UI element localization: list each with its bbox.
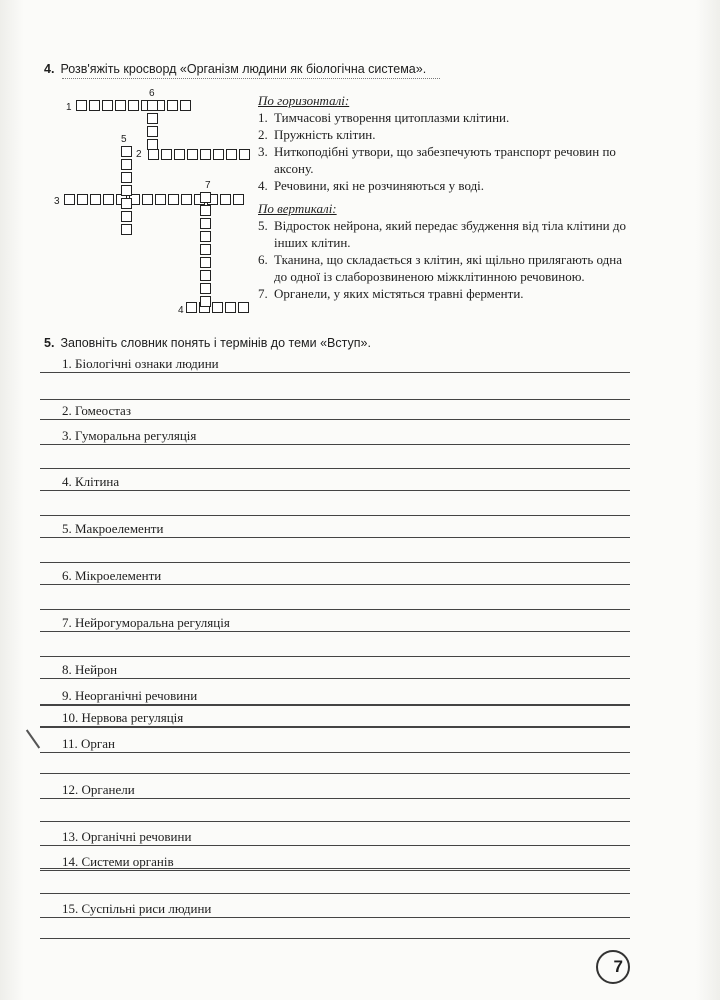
crossword-cell[interactable] [115, 100, 126, 111]
crossword-cell[interactable] [187, 149, 198, 160]
crossword-cell[interactable] [200, 283, 211, 294]
glossary-entry[interactable] [40, 829, 630, 847]
crossword-cell[interactable] [121, 198, 132, 209]
answer-line[interactable] [40, 537, 630, 538]
answer-line[interactable] [40, 868, 630, 869]
crossword-cell[interactable] [121, 211, 132, 222]
task-4-title [44, 62, 426, 76]
answer-line[interactable] [40, 917, 630, 918]
glossary-term: 6. Мікроелементи [62, 568, 162, 583]
glossary-term: 4. Клітина [62, 474, 120, 489]
glossary-entry[interactable] [40, 901, 630, 919]
crossword-cell[interactable] [147, 100, 158, 111]
answer-line[interactable] [40, 468, 630, 469]
glossary-term: 7. Нейрогуморальна регуляція [62, 615, 230, 630]
crossword-cell[interactable] [174, 149, 185, 160]
answer-line[interactable] [40, 893, 630, 894]
glossary-term: 1. Біологічні ознаки людини [62, 356, 219, 371]
crossword-cell[interactable] [155, 194, 166, 205]
horizontal-clue-1: 1. Тимчасові утворення цитоплазми клітини. [258, 110, 510, 125]
crossword-cell[interactable] [239, 149, 250, 160]
crossword-cell[interactable] [102, 100, 113, 111]
crossword-cell[interactable] [220, 194, 231, 205]
vertical-heading: По вертикалі: [258, 201, 337, 216]
crossword-cell[interactable] [181, 194, 192, 205]
task-5-number: 5. [44, 336, 55, 350]
crossword-cell[interactable] [103, 194, 114, 205]
glossary-entry[interactable] [40, 854, 630, 872]
crossword-cell[interactable] [121, 224, 132, 235]
task-4-text: Розв'яжіть кросворд «Організм людини як біологічна система». [60, 62, 427, 76]
answer-line[interactable] [40, 584, 630, 585]
horizontal-clue-3: 3. Ниткоподібні утвори, що забезпечують транспорт речовин по аксону. [258, 144, 616, 176]
crossword-number-3: 3 [54, 196, 60, 207]
crossword-cell[interactable] [128, 100, 139, 111]
crossword-cell[interactable] [200, 270, 211, 281]
crossword-cell[interactable] [200, 149, 211, 160]
crossword-cell[interactable] [168, 194, 179, 205]
page-number: 7 [596, 950, 630, 984]
crossword-cell[interactable] [226, 149, 237, 160]
answer-line[interactable] [40, 773, 630, 774]
glossary-term: 9. Неорганічні речовини [62, 688, 198, 703]
crossword-cell[interactable] [212, 302, 223, 313]
vertical-clue-5: 5. Відросток нейрона, який передає збудження від тіла клітини до інших клітин. [258, 218, 626, 250]
crossword-cell[interactable] [147, 113, 158, 124]
glossary-entry[interactable] [40, 662, 630, 680]
horizontal-heading: По горизонталі: [258, 93, 350, 108]
crossword-cell[interactable] [200, 244, 211, 255]
crossword-cell[interactable] [200, 205, 211, 216]
glossary-term: 5. Макроелементи [62, 521, 164, 536]
crossword-number-1: 1 [66, 102, 72, 113]
answer-line[interactable] [40, 845, 630, 846]
crossword-cell[interactable] [147, 139, 158, 150]
crossword-cell[interactable] [238, 302, 249, 313]
answer-line[interactable] [40, 515, 630, 516]
answer-line[interactable] [40, 609, 630, 610]
crossword-cell[interactable] [121, 146, 132, 157]
answer-line[interactable] [40, 705, 630, 706]
answer-line[interactable] [40, 419, 630, 420]
answer-line[interactable] [40, 372, 630, 373]
crossword-cell[interactable] [225, 302, 236, 313]
crossword-cell[interactable] [147, 126, 158, 137]
crossword-number-5: 5 [121, 134, 127, 145]
crossword-cell[interactable] [121, 185, 132, 196]
crossword-clues [258, 92, 630, 302]
crossword-cell[interactable] [161, 149, 172, 160]
crossword-cell[interactable] [121, 159, 132, 170]
glossary-term: 15. Суспільні риси людини [62, 901, 212, 916]
answer-line[interactable] [40, 490, 630, 491]
crossword-number-2: 2 [136, 149, 142, 160]
task-4-number: 4. [44, 62, 55, 76]
answer-line[interactable] [40, 798, 630, 799]
glossary-term: 3. Гуморальна регуляція [62, 428, 197, 443]
task-5-text: Заповніть словник понять і термінів до теми «Вступ». [60, 336, 371, 350]
glossary-entry[interactable] [40, 356, 630, 374]
title-underline [62, 78, 440, 79]
answer-line[interactable] [40, 444, 630, 445]
crossword-cell[interactable] [64, 194, 75, 205]
crossword-cell[interactable] [180, 100, 191, 111]
vertical-clue-7: 7. Органели, у яких містяться травні ферменти. [258, 286, 524, 301]
glossary-term: 14. Системи органів [62, 854, 174, 869]
answer-line[interactable] [40, 727, 630, 728]
glossary-entry[interactable] [40, 428, 630, 446]
crossword-cell[interactable] [186, 302, 197, 313]
glossary-entry[interactable] [40, 688, 630, 706]
crossword-cell[interactable] [90, 194, 101, 205]
task-5-title [44, 336, 371, 350]
crossword-cell[interactable] [200, 218, 211, 229]
answer-line[interactable] [40, 752, 630, 753]
crossword-cell[interactable] [76, 100, 87, 111]
glossary-entry[interactable] [40, 474, 630, 492]
glossary-term: 12. Органели [62, 782, 135, 797]
glossary-term: 2. Гомеостаз [62, 403, 131, 418]
crossword-number-6: 6 [149, 88, 155, 99]
crossword-number-4: 4 [178, 305, 184, 316]
answer-line[interactable] [40, 399, 630, 400]
answer-line[interactable] [40, 562, 630, 563]
answer-line[interactable] [40, 631, 630, 632]
glossary-entry[interactable] [40, 782, 630, 800]
glossary-term: 11. Орган [62, 736, 115, 751]
crossword-cell[interactable] [89, 100, 100, 111]
crossword-cell[interactable] [200, 296, 211, 307]
glossary-term: 10. Нервова регуляція [62, 710, 184, 725]
glossary-term: 8. Нейрон [62, 662, 118, 677]
crossword-cell[interactable] [121, 172, 132, 183]
crossword-cell[interactable] [142, 194, 153, 205]
crossword-cell[interactable] [233, 194, 244, 205]
crossword-cell[interactable] [213, 149, 224, 160]
glossary-entry[interactable] [40, 615, 630, 633]
glossary-term: 13. Органічні речовини [62, 829, 192, 844]
crossword-cell[interactable] [200, 257, 211, 268]
crossword-cell[interactable] [200, 192, 211, 203]
glossary-entry[interactable] [40, 736, 630, 754]
glossary-entry[interactable] [40, 710, 630, 728]
crossword-cell[interactable] [200, 231, 211, 242]
answer-line[interactable] [40, 656, 630, 657]
glossary-entry[interactable] [40, 521, 630, 539]
crossword-cell[interactable] [148, 149, 159, 160]
crossword-number-7: 7 [205, 180, 211, 191]
crossword-cell[interactable] [167, 100, 178, 111]
answer-line[interactable] [40, 938, 630, 939]
answer-line[interactable] [40, 821, 630, 822]
answer-line[interactable] [40, 678, 630, 679]
glossary-entry[interactable] [40, 568, 630, 586]
horizontal-clue-4: 4. Речовини, які не розчиняються у воді. [258, 178, 485, 193]
horizontal-clue-2: 2. Пружність клітин. [258, 127, 376, 142]
glossary-entry[interactable] [40, 403, 630, 421]
vertical-clue-6: 6. Тканина, що складається з клітин, які щільно прилягають одна до одної із слаборозвиненою міжклітинною речовиною. [258, 252, 622, 284]
answer-line[interactable] [40, 870, 630, 871]
crossword-cell[interactable] [77, 194, 88, 205]
